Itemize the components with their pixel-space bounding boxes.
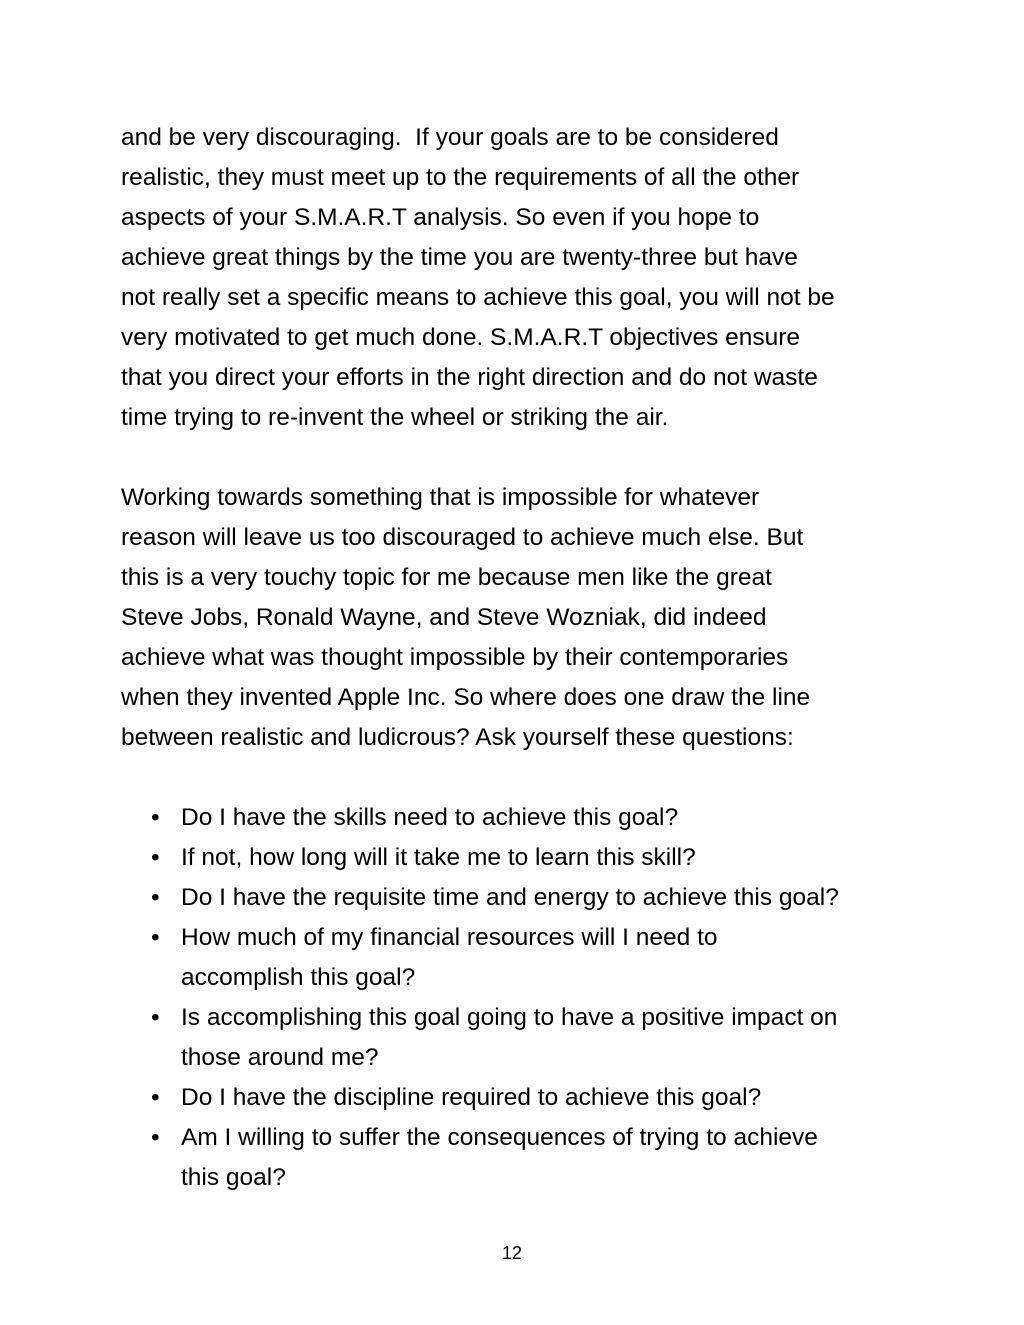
bullet-icon: • [151, 884, 160, 911]
text-line: Working towards something that is impossible for whatever [121, 484, 760, 511]
text-line: that you direct your efforts in the right direction and do not waste [121, 364, 818, 391]
text-line: realistic, they must meet up to the requirements of all the other [121, 164, 800, 191]
bullet-icon: • [151, 844, 160, 871]
bullet-icon: • [151, 1004, 160, 1031]
list-item-text: Am I willing to suffer the consequences of trying to achieve [181, 1124, 818, 1151]
list-item-text: Do I have the skills need to achieve this goal? [181, 804, 679, 831]
list-item-text: Do I have the requisite time and energy to achieve this goal? [181, 884, 839, 911]
list-item [121, 1078, 911, 1118]
text-line: achieve great things by the time you are twenty-three but have [121, 244, 798, 271]
list-item [121, 918, 911, 998]
bullet-icon: • [151, 1124, 160, 1151]
list-item [121, 838, 911, 878]
text-line: not really set a specific means to achieve this goal, you will not be [121, 284, 835, 311]
questions-list [121, 798, 911, 1198]
text-line: when they invented Apple Inc. So where does one draw the line [121, 684, 811, 711]
list-item-text: this goal? [181, 1164, 286, 1191]
text-line: reason will leave us too discouraged to achieve much else. But [121, 524, 804, 551]
text-line: achieve what was thought impossible by their contemporaries [121, 644, 789, 671]
text-line: and be very discouraging. If your goals are to be considered [121, 124, 779, 151]
text-line: this is a very touchy topic for me because men like the great [121, 564, 772, 591]
bullet-icon: • [151, 1084, 160, 1111]
list-item-text: Do I have the discipline required to achieve this goal? [181, 1084, 762, 1111]
list-item-text: How much of my financial resources will I need to [181, 924, 718, 951]
page-body [121, 118, 911, 1198]
list-item [121, 998, 911, 1078]
list-item [121, 878, 911, 918]
paragraph-2 [121, 478, 911, 758]
paragraph-1 [121, 118, 911, 438]
list-item [121, 1118, 911, 1198]
list-item-text: accomplish this goal? [181, 964, 416, 991]
list-item-text: If not, how long will it take me to learn this skill? [181, 844, 696, 871]
list-item-text: those around me? [181, 1044, 379, 1071]
text-line: very motivated to get much done. S.M.A.R.T objectives ensure [121, 324, 801, 351]
text-line: Steve Jobs, Ronald Wayne, and Steve Wozniak, did indeed [121, 604, 767, 631]
text-line: aspects of your S.M.A.R.T analysis. So even if you hope to [121, 204, 760, 231]
list-item [121, 798, 911, 838]
text-line: time trying to re-invent the wheel or striking the air. [121, 404, 669, 431]
bullet-icon: • [151, 804, 160, 831]
page-number: 12 [501, 1243, 523, 1263]
list-item-text: Is accomplishing this goal going to have a positive impact on [181, 1004, 838, 1031]
bullet-icon: • [151, 924, 160, 951]
text-line: between realistic and ludicrous? Ask yourself these questions: [121, 724, 794, 751]
